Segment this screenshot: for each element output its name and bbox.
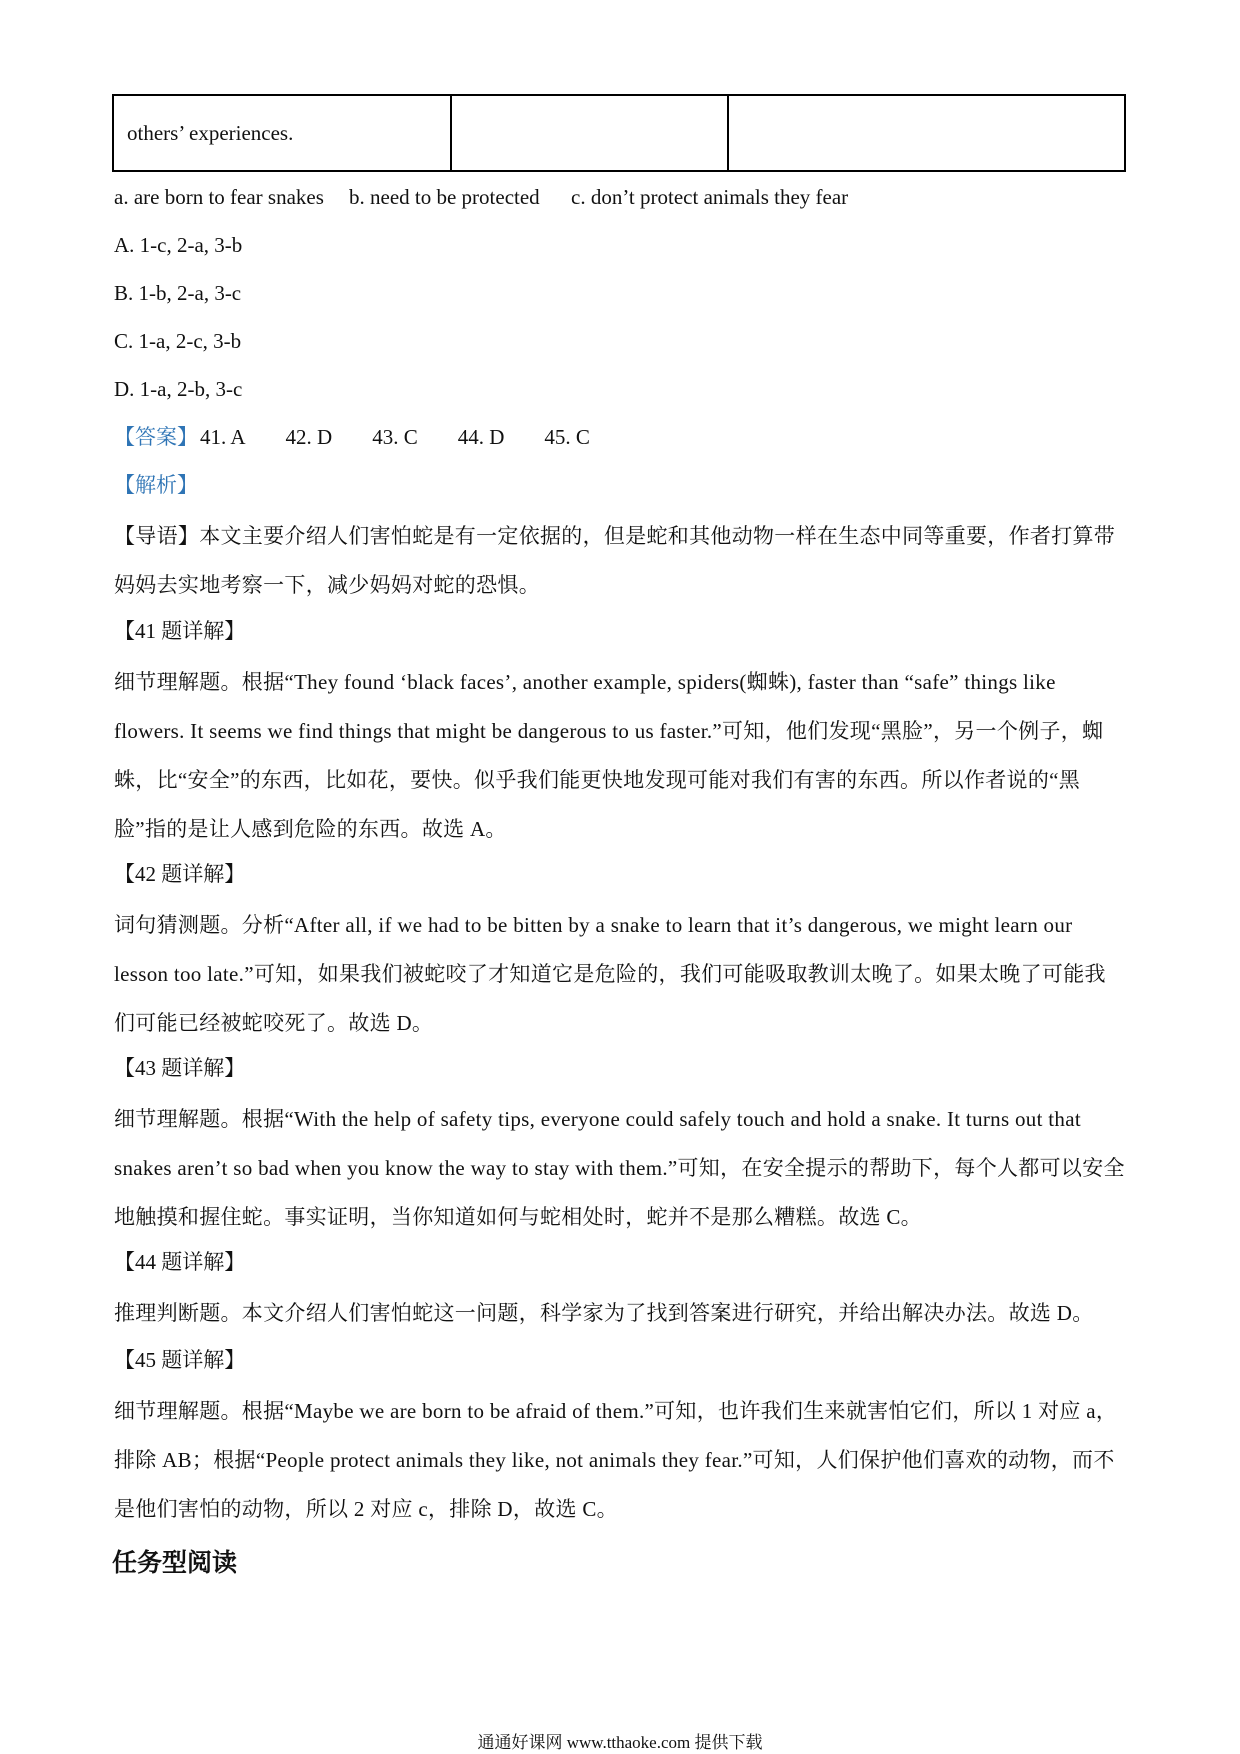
option-word-b: b. need to be protected <box>349 185 540 209</box>
answer-item: 44. D <box>457 425 505 449</box>
answer-table-fragment <box>112 94 1126 172</box>
choice-c: C. 1-a, 2-c, 3-b <box>114 329 242 353</box>
option-words-line <box>114 182 848 212</box>
detail-text-44: 推理判断题。本文介绍人们害怕蛇这一问题，科学家为了找到答案进行研究，并给出解决办法。故选 D。 <box>114 1301 1094 1325</box>
answer-item: 41. A <box>200 425 246 449</box>
answer-line <box>114 422 630 452</box>
detail-heading-41: 【41 题详解】 <box>114 619 246 643</box>
table-row <box>113 95 1125 171</box>
table-cell <box>451 95 728 171</box>
choice-d: D. 1-a, 2-b, 3-c <box>114 377 243 401</box>
table-cell: others’ experiences. <box>113 95 451 171</box>
detail-heading-43: 【43 题详解】 <box>114 1056 246 1080</box>
detail-heading-42: 【42 题详解】 <box>114 862 246 886</box>
table-cell <box>728 95 1125 171</box>
choice-b: B. 1-b, 2-a, 3-c <box>114 281 242 305</box>
detail-heading-44: 【44 题详解】 <box>114 1250 246 1274</box>
detail-heading-45: 【45 题详解】 <box>114 1348 246 1372</box>
answer-item: 42. D <box>285 425 333 449</box>
answer-label: 【答案】 <box>114 425 198 449</box>
choice-a: A. 1-c, 2-a, 3-b <box>114 233 243 257</box>
answer-item: 43. C <box>372 425 418 449</box>
detail-text-45: 细节理解题。根据“Maybe we are born to be afraid of them.”可知，也许我们生来就害怕它们，所以 1 对应 a，排除 AB；根据“People protect animals they like, not animals they fear.”可知，人们保护他们喜欢的动物，而不是他们害怕的动物，所以 2 对应 c，排除 D，故选 C。 <box>114 1399 1118 1521</box>
analysis-label: 【解析】 <box>114 473 198 497</box>
option-word-a: a. are born to fear snakes <box>114 185 324 209</box>
detail-text-41: 细节理解题。根据“They found ‘black faces’, another example, spiders(蜘蛛), faster than “safe” things like flowers. It seems we find things that might be dangerous to us faster.”可知，他们发现“黑脸”，另一个例子，蜘蛛，比“安全”的东西，比如花，要快。似乎我们能更快地发现可能对我们有害的东西。所以作者说的“黑脸”指的是让人感到危险的东西。故选 A。 <box>114 670 1104 841</box>
option-word-c: c. don’t protect animals they fear <box>571 185 849 209</box>
section-title: 任务型阅读 <box>112 1548 238 1577</box>
answer-item: 45. C <box>544 425 590 449</box>
page-footer: 通通好课网 www.tthaoke.com 提供下载 <box>477 1733 763 1752</box>
detail-text-42: 词句猜测题。分析“After all, if we had to be bitten by a snake to learn that it’s dangerous, we might learn our lesson too late.”可知，如果我们被蛇咬了才知道它是危险的，我们可能吸取教训太晚了。如果太晚了可能我们可能已经被蛇咬死了。故选 D。 <box>114 913 1106 1035</box>
detail-text-43: 细节理解题。根据“With the help of safety tips, everyone could safely touch and hold a snake. It turns out that snakes aren’t so bad when you know the way to stay with them.”可知，在安全提示的帮助下，每个人都可以安全地触摸和握住蛇。事实证明，当你知道如何与蛇相处时，蛇并不是那么糟糕。故选 C。 <box>114 1107 1125 1229</box>
intro-paragraph: 【导语】本文主要介绍人们害怕蛇是有一定依据的，但是蛇和其他动物一样在生态中同等重要，作者打算带妈妈去实地考察一下，减少妈妈对蛇的恐惧。 <box>114 524 1116 597</box>
